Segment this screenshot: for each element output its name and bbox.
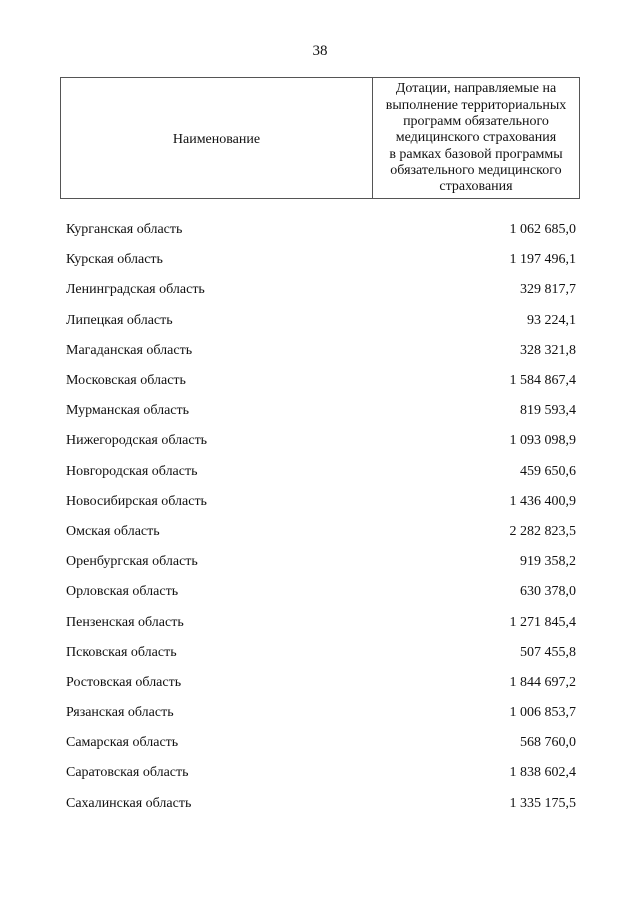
region-name: Московская область <box>66 373 186 389</box>
subsidy-amount: 1 093 098,9 <box>509 433 576 449</box>
table-row <box>66 789 576 819</box>
table-row <box>66 668 576 698</box>
subsidy-amount: 568 760,0 <box>520 735 576 751</box>
column-header-value-line: Дотации, направляемые на <box>395 81 557 97</box>
subsidy-amount: 329 817,7 <box>520 282 576 298</box>
column-header-value-line: медицинского страхования <box>395 130 557 146</box>
region-name: Рязанская область <box>66 705 174 721</box>
column-header-value-line: программ обязательного <box>403 114 549 130</box>
table-row <box>66 728 576 758</box>
subsidy-amount: 630 378,0 <box>520 584 576 600</box>
table-row <box>66 607 576 637</box>
page-number: 38 <box>312 43 328 59</box>
region-name: Новосибирская область <box>66 493 207 509</box>
table-row <box>66 547 576 577</box>
table-row <box>66 517 576 547</box>
table-header <box>60 77 580 199</box>
column-header-value-line: выполнение территориальных <box>385 97 567 113</box>
subsidy-amount: 507 455,8 <box>520 644 576 660</box>
column-header-value-line: в рамках базовой программы <box>389 146 563 162</box>
table-row <box>66 275 576 305</box>
subsidy-amount: 1 838 602,4 <box>509 765 576 781</box>
table-row <box>66 245 576 275</box>
region-name: Ленинградская область <box>66 282 205 298</box>
column-header-value-line: обязательного медицинского <box>390 162 562 178</box>
subsidy-amount: 819 593,4 <box>520 403 576 419</box>
table-row <box>66 457 576 487</box>
region-name: Ростовская область <box>66 674 182 690</box>
region-name: Орловская область <box>66 584 179 600</box>
table-row <box>66 758 576 788</box>
subsidy-amount: 1 006 853,7 <box>509 705 576 721</box>
subsidy-amount: 93 224,1 <box>527 312 576 328</box>
region-name: Курская область <box>66 252 163 268</box>
subsidy-amount: 1 197 496,1 <box>509 252 576 268</box>
region-name: Омская область <box>66 523 160 539</box>
region-name: Липецкая область <box>66 312 173 328</box>
table-row <box>66 698 576 728</box>
table-row <box>66 426 576 456</box>
subsidy-amount: 1 584 867,4 <box>509 373 576 389</box>
region-name: Курганская область <box>66 222 183 238</box>
table-row <box>66 366 576 396</box>
region-name: Новгородская область <box>66 463 198 479</box>
region-name: Оренбургская область <box>66 554 198 570</box>
table-row <box>66 396 576 426</box>
subsidy-amount: 1 271 845,4 <box>509 614 576 630</box>
table-row <box>66 487 576 517</box>
table-row <box>66 215 576 245</box>
column-header-name-label: Наименование <box>172 131 261 147</box>
subsidy-amount: 919 358,2 <box>520 554 576 570</box>
table-row <box>66 577 576 607</box>
region-name: Пензенская область <box>66 614 184 630</box>
region-name: Сахалинская область <box>66 795 192 811</box>
subsidy-amount: 1 335 175,5 <box>509 795 576 811</box>
column-header-name <box>61 78 373 198</box>
subsidy-amount: 1 844 697,2 <box>509 674 576 690</box>
table-row <box>66 336 576 366</box>
subsidy-amount: 1 062 685,0 <box>509 222 576 238</box>
region-name: Саратовская область <box>66 765 189 781</box>
region-name: Самарская область <box>66 735 179 751</box>
subsidy-amount: 2 282 823,5 <box>509 523 576 539</box>
region-name: Нижегородская область <box>66 433 208 449</box>
table-row <box>66 638 576 668</box>
table-body <box>66 215 576 819</box>
column-header-value <box>373 78 579 198</box>
region-name: Мурманская область <box>66 403 190 419</box>
table-row <box>66 306 576 336</box>
region-name: Псковская область <box>66 644 177 660</box>
subsidy-amount: 328 321,8 <box>520 342 576 358</box>
column-header-value-line: страхования <box>439 179 513 195</box>
subsidy-amount: 1 436 400,9 <box>509 493 576 509</box>
subsidy-amount: 459 650,6 <box>520 463 576 479</box>
region-name: Магаданская область <box>66 342 193 358</box>
